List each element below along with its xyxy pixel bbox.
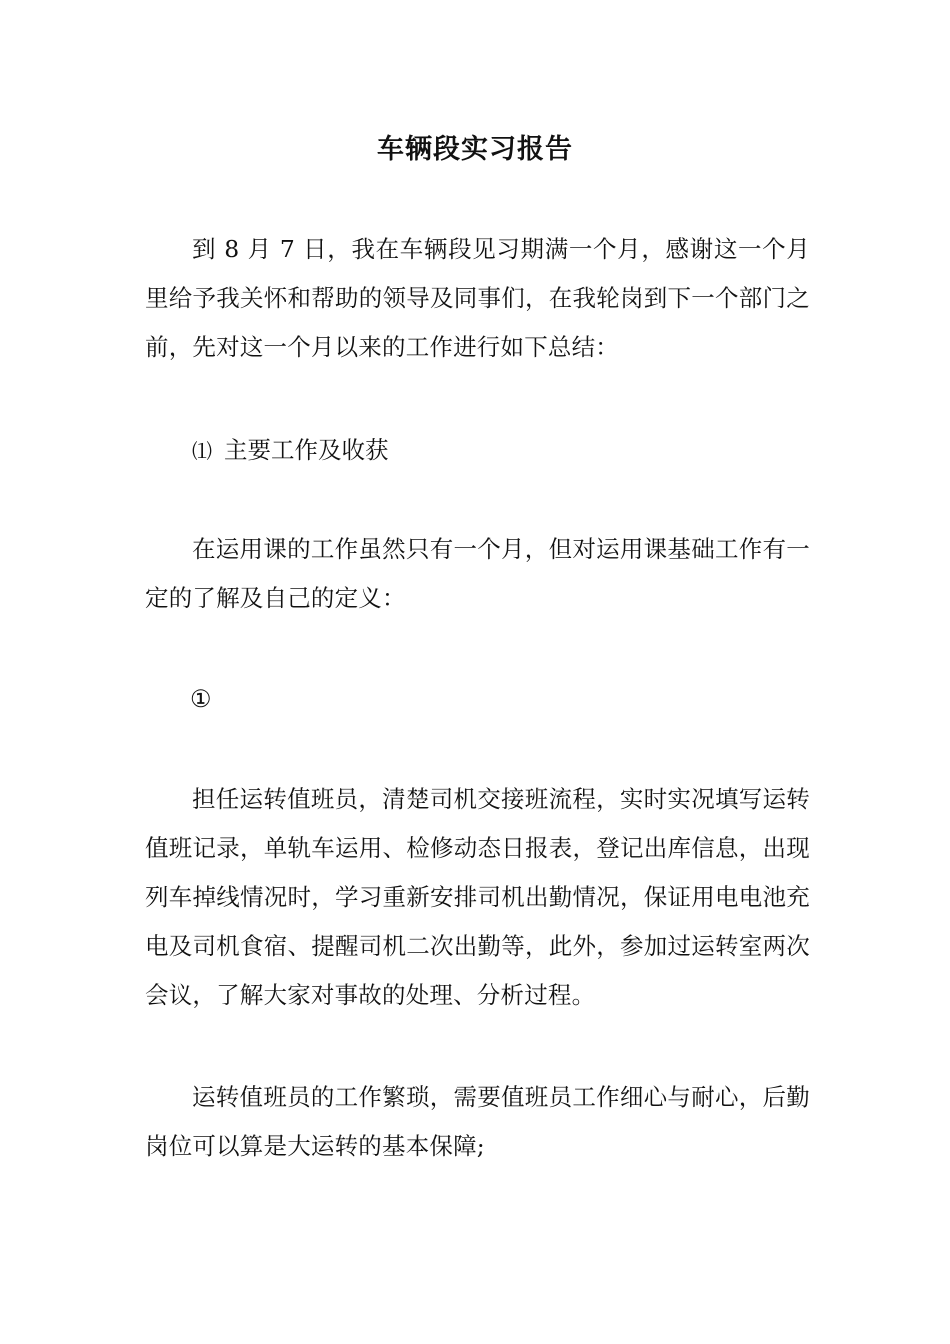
section-heading [192, 426, 389, 476]
list-marker: ① [190, 685, 212, 713]
section-number: ⑴ [192, 439, 212, 463]
paragraph-intro: 到 8 月 7 日，我在车辆段见习期满一个月，感谢这一个月里给予我关怀和帮助的领导及同事们，在我轮岗到下一个部门之前，先对这一个月以来的工作进行如下总结： [145, 235, 810, 361]
paragraph-summary: 运转值班员的工作繁琐，需要值班员工作细心与耐心，后勤岗位可以算是大运转的基本保障; [145, 1083, 810, 1160]
section-heading-text: 主要工作及收获 [224, 436, 389, 464]
paragraph-definition: 在运用课的工作虽然只有一个月，但对运用课基础工作有一定的了解及自己的定义： [145, 535, 810, 612]
document-title: 车辆段实习报告 [377, 134, 573, 165]
paragraph-duties: 担任运转值班员，清楚司机交接班流程，实时实况填写运转值班记录，单轨车运用、检修动态日报表，登记出库信息，出现列车掉线情况时，学习重新安排司机出勤情况，保证用电电池充电及司机食宿、提醒司机二次出勤等，此外，参加过运转室两次会议，了解大家对事故的处理、分析过程。 [145, 785, 810, 1009]
